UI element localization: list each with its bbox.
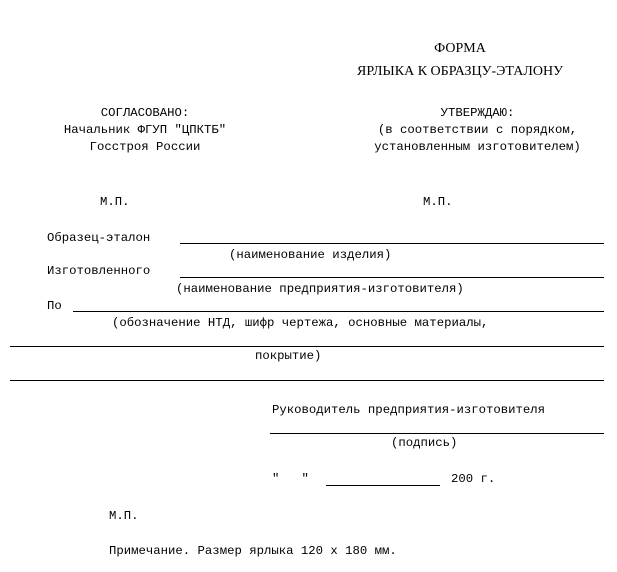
signature-caption: (подпись) bbox=[391, 436, 458, 450]
date-year: 200 г. bbox=[451, 472, 496, 486]
approved-organization: Госстроя России bbox=[89, 140, 201, 154]
signature-line bbox=[270, 433, 604, 434]
stamp-bottom: М.П. bbox=[109, 509, 139, 523]
manufactured-caption: (наименование предприятия-изготовителя) bbox=[176, 282, 464, 296]
by-caption-line1: (обозначение НТД, шифр чертежа, основные материалы, bbox=[112, 316, 489, 330]
form-title: ФОРМА bbox=[434, 41, 486, 56]
confirm-note-line2: установленным изготовителем) bbox=[374, 140, 581, 154]
by-field-line2 bbox=[10, 346, 604, 347]
form-subtitle: ЯРЛЫКА К ОБРАЗЦУ-ЭТАЛОНУ bbox=[356, 64, 563, 79]
confirm-heading: УТВЕРЖДАЮ: bbox=[440, 106, 515, 120]
head-label: Руководитель предприятия-изготовителя bbox=[272, 403, 546, 417]
sample-field-line bbox=[180, 243, 604, 244]
approved-heading: СОГЛАСОВАНО: bbox=[100, 106, 190, 120]
manufactured-label: Изготовленного bbox=[47, 264, 151, 278]
manufactured-field-line bbox=[180, 277, 604, 278]
sample-caption: (наименование изделия) bbox=[229, 248, 392, 262]
footnote: Примечание. Размер ярлыка 120 х 180 мм. bbox=[109, 544, 397, 558]
by-caption-line2: покрытие) bbox=[255, 349, 322, 363]
date-quotes: " " bbox=[272, 472, 309, 486]
stamp-right: М.П. bbox=[423, 195, 453, 209]
by-field-line3 bbox=[10, 380, 604, 381]
date-line bbox=[326, 485, 440, 486]
stamp-left: М.П. bbox=[100, 195, 130, 209]
by-label: По bbox=[47, 299, 62, 313]
sample-label: Образец-эталон bbox=[47, 231, 151, 245]
by-field-line bbox=[73, 311, 604, 312]
confirm-note-line1: (в соответствии с порядком, bbox=[377, 123, 578, 137]
approved-position: Начальник ФГУП "ЦПКТБ" bbox=[63, 123, 227, 137]
